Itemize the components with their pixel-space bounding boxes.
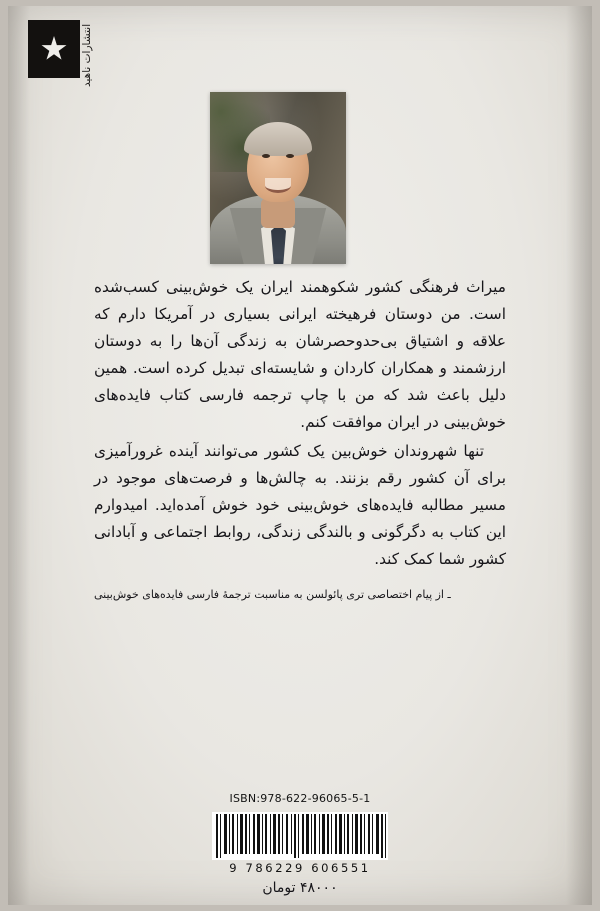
blurb-paragraph-1: میراث فرهنگی کشور شکوهمند ایران یک خوش‌بینی کسب‌شده است. من دوستان فرهیخته ایرانی بسیاری در آمریکا دارم که علاقه و اشتیاق بی‌حدوحصرشان به زندگی آن‌ها را به دوستان ارزشمند و همکاران کاردان و شایسته‌ای تبدیل کرده است. همین دلیل باعث شد که من با چاپ ترجمه فارسی کتاب فایده‌های خوش‌بینی در ایران موافقت کنم. bbox=[94, 278, 506, 431]
barcode-digits: 9 786229 606551 bbox=[229, 861, 371, 875]
publisher-name: انتشارات ناهید bbox=[81, 24, 93, 88]
publisher-block bbox=[20, 20, 92, 120]
portrait-eye-right bbox=[286, 154, 294, 158]
cover-surface bbox=[8, 6, 592, 905]
portrait-tie bbox=[271, 224, 286, 264]
portrait-eye-left bbox=[262, 154, 270, 158]
back-cover-blurb bbox=[94, 274, 506, 604]
author-portrait bbox=[210, 92, 346, 264]
portrait-smile bbox=[265, 178, 291, 193]
barcode-block bbox=[212, 812, 388, 875]
cover-left-shading bbox=[8, 6, 30, 905]
blurb-paragraph-2: تنها شهروندان خوش‌بین یک کشور می‌توانند آینده غرورآمیزی برای آن کشور رقم بزنند. به چالش‌ها و فرصت‌های موجود در مسیر مطالبه فایده‌های خوش‌بینی خود خوش آمده‌اید. امیدوارم این کتاب به دگرگونی و بالندگی زندگی، روابط اجتماعی و آبادانی کشور شما کمک کند. bbox=[94, 442, 506, 568]
nahid-star-logo-icon bbox=[28, 20, 80, 78]
isbn-text: ISBN:978-622-96065-5-1 bbox=[229, 792, 371, 805]
cover-spine-shading bbox=[566, 6, 592, 905]
price-text: ۴۸۰۰۰ تومان bbox=[262, 880, 338, 896]
logo-star-cutout-icon bbox=[41, 36, 67, 62]
barcode-icon bbox=[212, 812, 388, 860]
portrait-neck bbox=[261, 198, 295, 228]
blurb-attribution: ـ از پیام اختصاصی تری پائولسن به مناسبت ترجمهٔ فارسی فایده‌های خوش‌بینی bbox=[94, 588, 451, 601]
